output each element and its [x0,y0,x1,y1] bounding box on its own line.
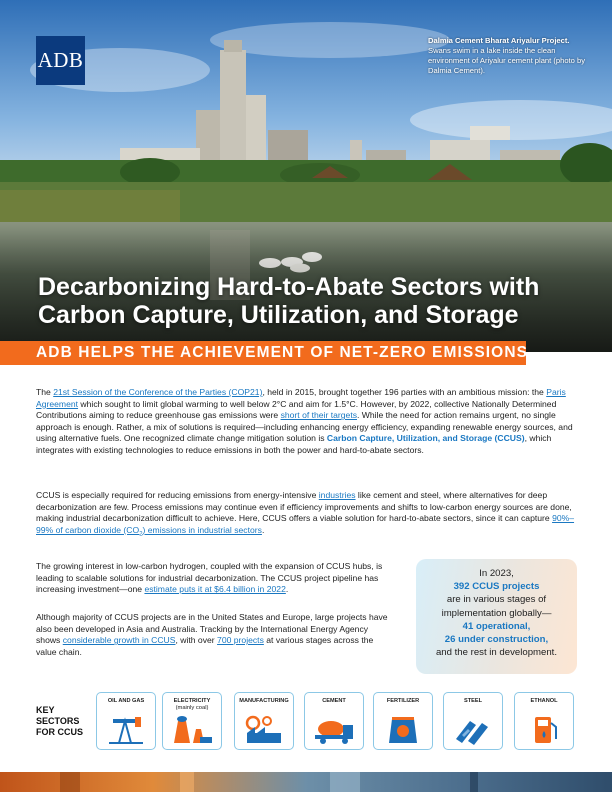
fertilizer-bag-icon [382,715,424,745]
link-run: ) emissions in industrial sectors [142,524,262,535]
intro-paragraph [36,387,578,457]
sector-label: STEEL [463,698,483,704]
key-sectors-line: FOR CCUS [36,727,83,737]
ccus-highlight: Carbon Capture, Utilization, and Storage (CCUS) [326,433,525,444]
text-run: , held in 2015, brought together 196 parties with an ambitious mission: the [262,387,547,397]
stat-operational: 41 operational, [462,620,531,632]
sector-card-cement [304,692,364,750]
text-run: CCUS is especially required for reducing emissions from energy-intensive [36,490,319,500]
sector-label: OIL AND GAS [107,698,145,704]
page-title-line2: Carbon Capture, Utilization, and Storage [38,301,519,329]
key-sectors-line: SECTORS [36,716,80,726]
sector-card-ethanol [514,692,574,750]
text-run: which sought to limit global warming to well below 2°C and aim for 1.5°C. However, by 2022, collective Nationally Determined Contributions aiming to reduce greenhouse gas emissions were [36,398,557,421]
text-run: at various stages across the value chain. [36,635,374,657]
text-run: . While the need for action remains urgent, no single approach is enough. Rather, a mix of solutions is required—including enhancing energy efficiency, expanding renewable energy sources, and using alternative fuels. One recognized climate change mitigation solution is [36,410,573,444]
text-run: like cement and steel, where alternatives for deep decarbonization are few. Process emissions may continue even if efficiency improvements and shifts to low-carbon energy sources are done, making industrial decarbonization difficult to achieve. Here, CCUS offers a viable solution for hard-to-abate sectors, since it can capture [36,490,572,524]
stat-line: and the rest in development. [435,647,558,659]
key-sectors-heading [36,705,83,738]
text-run: , which integrates with existing technologies to reduce emissions in both the power and hard-to-abate sectors. [36,433,552,455]
paris-agreement-link[interactable]: Paris Agreement [36,387,566,409]
stat-line: In 2023, [479,568,514,579]
subtitle-banner [0,341,529,365]
coal-plant-icon [171,715,213,745]
industries-paragraph [36,490,578,541]
subtitle-banner-text: ADB HELPS THE ACHIEVEMENT OF NET-ZERO EMISSIONS [36,344,529,361]
text-run: Although majority of CCUS projects are in the United States and Europe, large projects have also been developed in Asia and Australia. Tracking by the International Energy Agency shows [36,612,388,646]
photo-caption-title: Dalmia Cement Bharat Ariyalur Project. [428,36,570,45]
text-run: . [261,524,265,535]
text-run: , with over [175,635,218,646]
fuel-pump-icon [523,715,565,745]
key-sectors-line: KEY [36,705,55,715]
stat-line: are in various stages of [446,594,547,606]
sector-card-fertilizer [373,692,433,750]
link-run: 90%–99% of carbon dioxide (CO [36,513,575,535]
text-run: The growing interest in low-carbon hydrogen, coupled with the expansion of CCUS hubs, is leading to scalable solutions for industrial decarbonization. The CCUS project pipeline has increasing investment—one [36,561,383,595]
sector-card-oil-and-gas [96,692,156,750]
cop21-link[interactable]: 21st Session of the Conference of the Parties (COP21) [53,387,263,397]
stat-under-construction: 26 under construction, [444,634,549,646]
co2-subscript: 2 [139,531,143,538]
steel-beams-icon [452,715,494,745]
sector-card-manufacturing [234,692,294,750]
text-run: The [36,387,54,397]
footer-photo-image [0,772,612,792]
sector-label [163,698,221,711]
oil-pump-icon [105,715,147,745]
sector-label: ETHANOL [530,698,558,704]
sector-card-electricity [162,692,222,750]
sector-label: MANUFACTURING [239,698,289,704]
page-title-line1: Decarbonizing Hard-to-Abate Sectors with [38,273,540,301]
ccus-growth-link[interactable]: considerable growth in CCUS [62,635,176,646]
hero-photo [0,0,612,352]
ccus-stats-box [416,559,577,674]
factory-gear-icon [243,715,285,745]
investment-estimate-link[interactable]: estimate puts it at $6.4 billion in 2022 [144,584,286,595]
sector-label-text: ELECTRICITY [173,698,211,704]
sector-label: CEMENT [322,698,346,704]
adb-logo-text: ADB [37,48,84,72]
700-projects-link[interactable]: 700 projects [217,635,264,646]
page-title [38,273,598,329]
stat-projects-count: 392 CCUS projects [453,581,540,593]
text-run: . [285,584,289,595]
projects-paragraph [36,612,388,658]
sector-sublabel: (mainly coal) [175,704,209,711]
sector-card-steel [443,692,503,750]
short-of-targets-link[interactable]: short of their targets [280,410,358,421]
photo-caption [428,36,598,76]
industries-link[interactable]: industries [318,490,356,500]
photo-caption-text: Swans swim in a lake inside the clean environment of Ariyalur cement plant (photo by Dalmia Cement). [428,46,586,75]
stat-line: implementation globally— [441,607,552,619]
adb-logo [36,36,85,85]
footer-photo-strip [0,772,612,792]
sector-label: FERTILIZER [386,698,420,704]
hydrogen-paragraph [36,561,388,596]
cement-mixer-icon [313,715,355,745]
